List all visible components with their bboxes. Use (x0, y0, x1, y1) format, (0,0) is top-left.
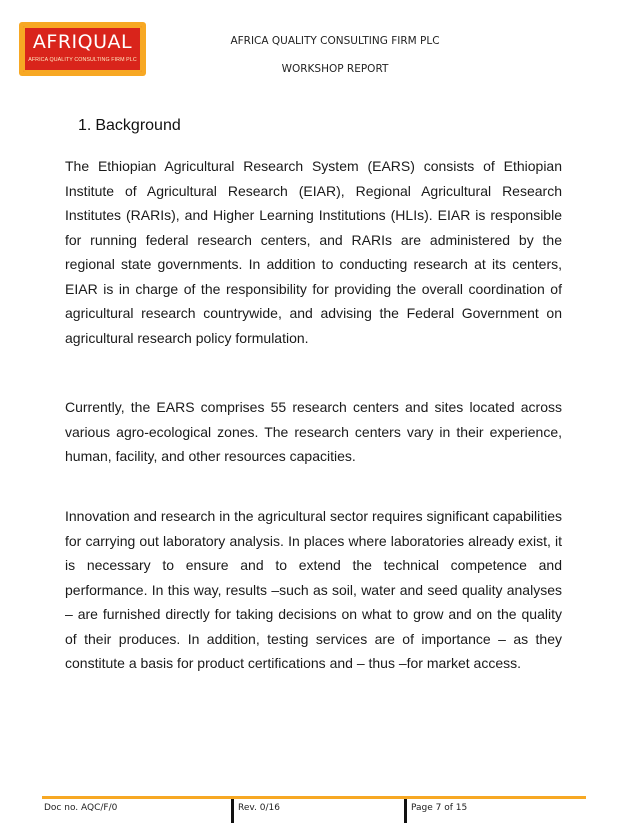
paragraph: The Ethiopian Agricultural Research System (EARS) consists of Ethiopian Institute of Agricultural Research (EIAR), Regional Agricultural Research Institutes (RARIs), and Higher Learning Institutions (HLIs). EIAR is responsible for running federal research centers, and RARIs are administered by the regional state governments. In addition to conducting research at its centers, EIAR is in charge of the responsibility for providing the overall coordination of agricultural research countrywide, and advising the Federal Government on agricultural research policy formulation. (65, 158, 562, 346)
logo-badge (23, 26, 142, 72)
footer-revision: Rev. 0/16 (238, 803, 280, 813)
section-heading (78, 117, 181, 135)
footer-separator (231, 799, 234, 823)
footer-separator (404, 799, 407, 823)
logo-subtitle: AFRICA QUALITY CONSULTING FIRM PLC (28, 57, 137, 63)
paragraph: Innovation and research in the agricultural sector requires significant capabilities for carrying out laboratory analysis. In places where laboratories already exist, it is necessary to ensure and to extend the technical competence and performance. In this way, results –such as soil, water and seed quality analyses – are furnished directly for taking decisions on what to grow and on the quality of their produces. In addition, testing services are of importance – as they constitute a basis for product certifications and – thus –for market access. (65, 508, 562, 671)
logo-name: AFRIQUAL (32, 31, 133, 53)
footer-doc-number: Doc no. AQC/F/0 (44, 803, 118, 813)
company-logo (19, 22, 146, 76)
paragraph: Currently, the EARS comprises 55 research centers and sites located across various agro-ecological zones. The research centers vary in their experience, human, facility, and other resources capacities. (65, 399, 562, 464)
header-report-title: WORKSHOP REPORT (281, 63, 389, 75)
header-company-name: AFRICA QUALITY CONSULTING FIRM PLC (230, 35, 440, 47)
footer-page-number: Page 7 of 15 (411, 803, 468, 813)
section-title: Background (95, 117, 181, 134)
footer-divider (42, 796, 586, 799)
section-number: 1. (78, 117, 92, 134)
